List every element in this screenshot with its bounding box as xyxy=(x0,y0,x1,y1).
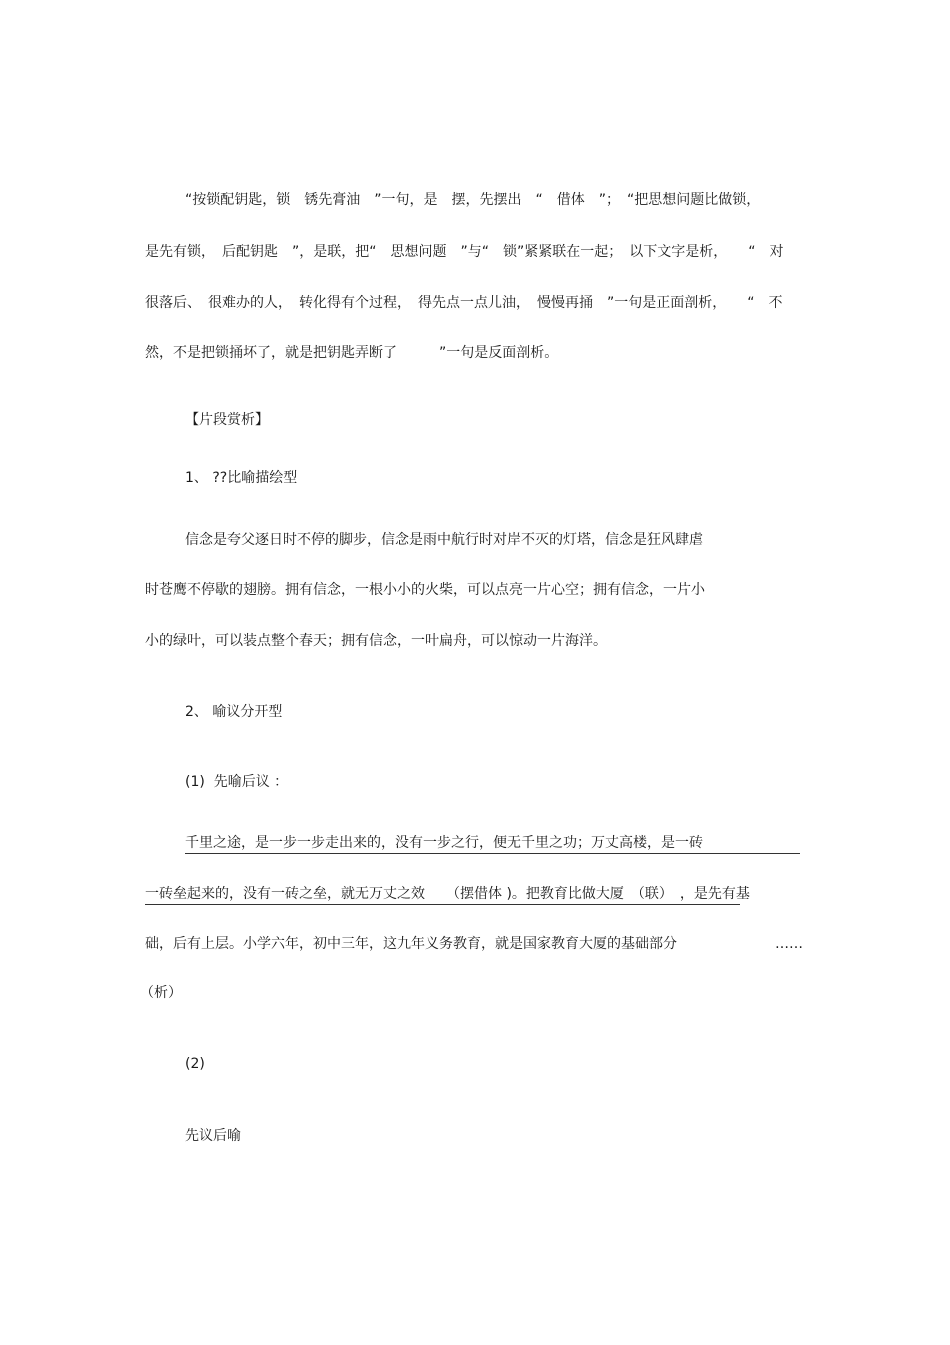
item2-heading: 2、 喻议分开型 xyxy=(185,704,283,720)
paragraph2-line2: 时苍鹰不停歇的翅膀。拥有信念，一根小小的火柴，可以点亮一片心空；拥有信念，一片小 xyxy=(145,582,705,598)
paragraph2-line3: 小的绿叶，可以装点整个春天；拥有信念，一叶扁舟，可以惊动一片海洋。 xyxy=(145,633,607,649)
sub2-heading: 先议后喻 xyxy=(185,1128,241,1144)
paragraph3-line2: 一砖垒起来的，没有一砖之垒，就无万丈之效 （摆借体 )。把教育比做大厦 （联） ，是先有基 xyxy=(145,886,750,902)
paragraph3-line3: 础，后有上层。小学六年，初中三年，这九年义务教育，就是国家教育大厦的基础部分 xyxy=(145,936,677,952)
underline-1 xyxy=(185,853,800,854)
underline-2 xyxy=(145,904,740,905)
item1-heading: 1、 ??比喻描绘型 xyxy=(185,470,298,486)
paragraph3-line1: 千里之途，是一步一步走出来的，没有一步之行，便无千里之功；万丈高楼，是一砖 xyxy=(185,835,703,851)
sub2-number: (2) xyxy=(185,1056,205,1072)
paragraph1-line3: 很落后、 很难办的人， 转化得有个过程， 得先点一点儿油， 慢慢再捅 ”一句是正面剖析， “ 不 xyxy=(145,295,783,311)
paragraph2-line1: 信念是夸父逐日时不停的脚步，信念是雨中航行时对岸不灭的灯塔，信念是狂风肆虐 xyxy=(185,532,703,548)
paragraph1-line2: 是先有锁， 后配钥匙 ”，是联，把“ 思想问题 ”与“ 锁”紧紧联在一起； 以下文字是析， “ 对 xyxy=(145,244,784,260)
paragraph1-line4: 然，不是把锁捅坏了，就是把钥匙弄断了 ”一句是反面剖析。 xyxy=(145,345,559,361)
paragraph1-line1: “按锁配钥匙，锁 锈先膏油 ”一句，是 摆，先摆出 “ 借体 ”； “把思想问题比做锁， xyxy=(185,192,761,208)
ellipsis: …… xyxy=(775,936,803,952)
paragraph3-line4: （析） xyxy=(140,985,182,1001)
section-heading: 【片段赏析】 xyxy=(185,412,269,428)
sub1-heading: (1) 先喻后议 ： xyxy=(185,774,289,790)
